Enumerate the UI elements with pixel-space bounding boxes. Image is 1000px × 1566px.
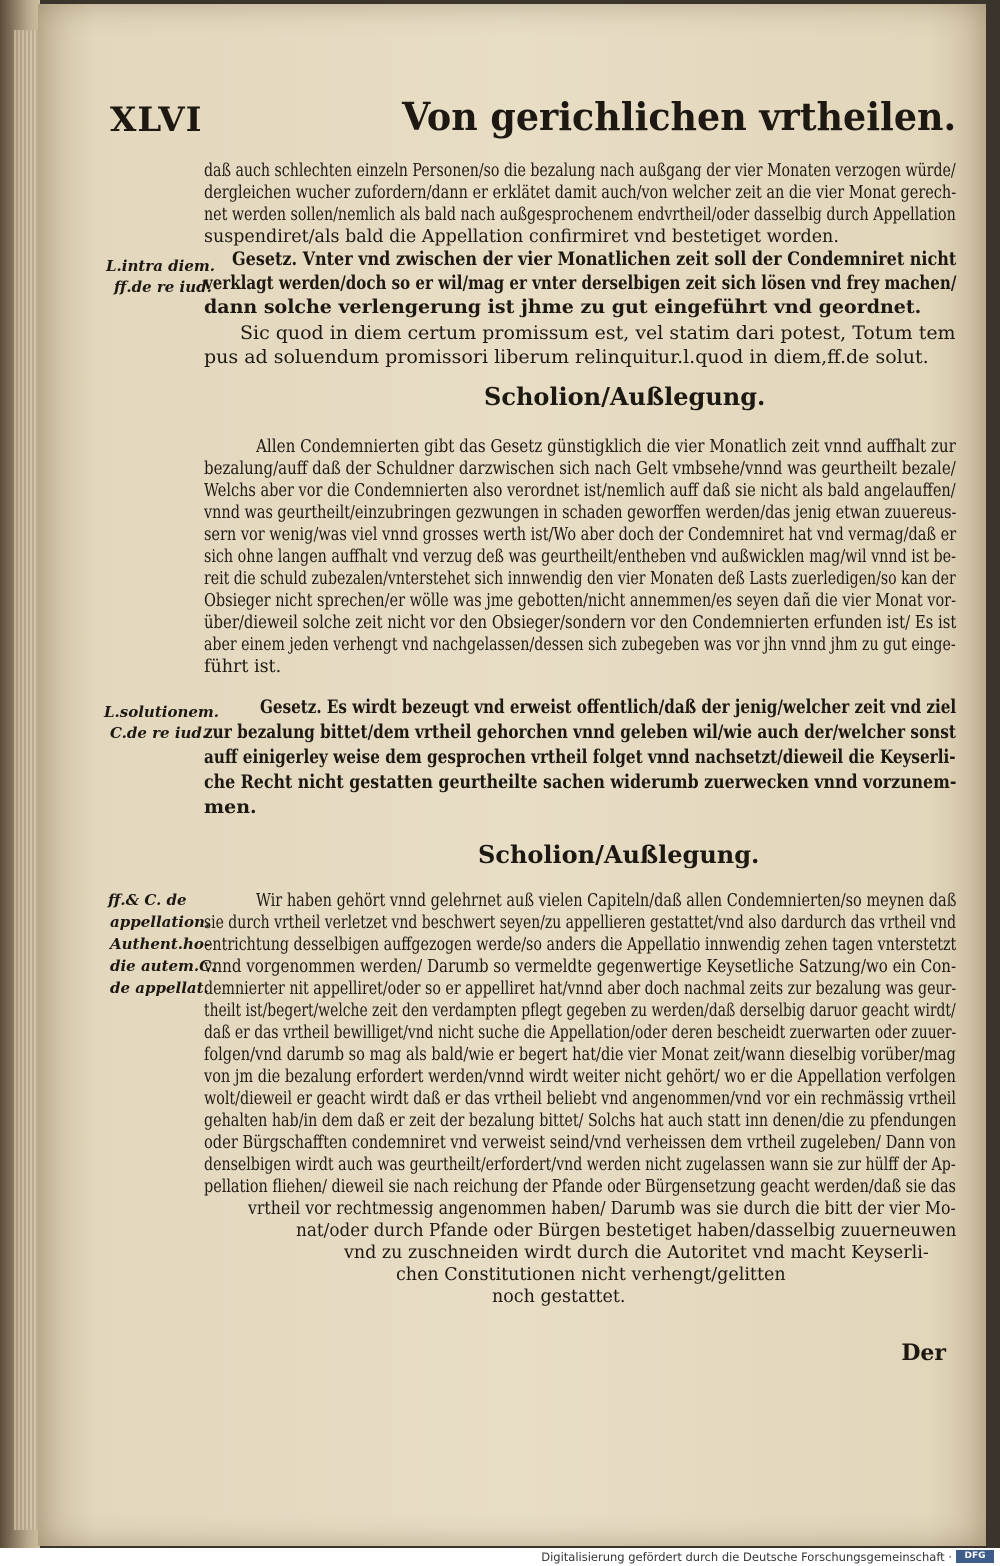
margin-note: ff.& C. de: [108, 891, 187, 909]
margin-note: C.de re iud.: [110, 724, 208, 742]
text-line: verklagt werden/doch so er wil/mag er vnter derselbigen zeit sich lösen vnd frey machen/: [204, 272, 957, 294]
text-line: Obsieger nicht sprechen/er wölle was jme gebotten/nicht annemmen/es seyen dañ die vier Monat vor-: [204, 591, 957, 611]
text-line: noch gestattet.: [492, 1287, 626, 1307]
running-title: Von gerichlichen vrtheilen.: [402, 94, 957, 139]
text-line: sern vor wenig/was viel vnnd grosses werth ist/Wo aber doch der Condemniret hat vnd vermag/daß er: [204, 525, 957, 545]
text-line: Welchs aber vor die Condemnierten also verordnet ist/nemlich auff daß sie nicht als bald angelauffen/: [204, 481, 956, 501]
text-line: gehalten hab/in dem daß er zeit der bezalung bittet/ Solchs hat auch statt inn denen/die zu pfendungen: [204, 1111, 957, 1131]
margin-note: L.intra diem.: [106, 257, 215, 275]
margin-note: die autem.C.: [110, 957, 217, 975]
footer-credit: Digitalisierung gefördert durch die Deutsche Forschungsgemeinschaft ·: [541, 1550, 952, 1564]
text-line: daß auch schlechten einzeln Personen/so die bezalung nach außgang der vier Monaten verzogen würde/: [204, 161, 956, 181]
text-line: zur bezalung bittet/dem vrtheil gehorchen vnnd geleben wil/wie auch der/welcher sonst: [204, 721, 956, 743]
page-edges: [14, 30, 40, 1530]
text-line: daß er das vrtheil bewilliget/vnd nicht suche die Appellation/oder deren bescheidt zuerwarten oder zuuer-: [204, 1023, 957, 1043]
text-line: pus ad soluendum promissori liberum relinquitur.l.quod in diem,ff.de solut.: [204, 346, 929, 368]
margin-note: de appellat.: [110, 979, 209, 997]
margin-note: appellation.: [110, 913, 211, 931]
text-line: denselbigen wirdt auch was geurtheilt/erfordert/vnd werden nicht zugelassen wann sie zur hülff der Ap-: [204, 1155, 956, 1175]
text-line: entrichtung desselbigen auffgezogen werde/so anders die Appellatio innwendig zehen tagen vnterstetzt: [204, 935, 957, 955]
text-line: über/dieweil solche zeit nicht vor den Obsieger/sondern vor den Condemnierten erfunden ist/ Es ist: [204, 613, 957, 633]
book-page: [38, 4, 986, 1546]
text-line: auff einigerley weise dem gesprochen vrtheil folget vnnd nachsetzt/dieweil die Keyserli-: [204, 746, 956, 768]
scholion-heading: Scholion/Außlegung.: [478, 840, 760, 869]
footer-bar: [0, 1548, 1000, 1566]
text-line: dergleichen wucher zufordern/dann er erklätet damit auch/von welcher zeit an die vier Monat gerech-: [204, 183, 957, 203]
text-line: oder Bürgschafften condemniret vnd verweist seind/vnd verheissen dem vrtheil zugeleben/ Dann von: [204, 1133, 957, 1153]
text-line: theilt ist/begert/welche zeit den verdampten pflegt gegeben zu werden/daß derselbig daruor geacht wirdt/: [204, 1001, 956, 1021]
text-line: pellation fliehen/ dieweil sie nach reichung der Pfande oder Bürgensetzung geacht werden/daß sie das: [204, 1177, 956, 1197]
text-line: bezalung/auff daß der Schuldner darzwischen sich nach Gelt vmbsehe/vnnd was geurtheilt bezale/: [204, 459, 956, 479]
text-line: sich ohne langen auffhalt vnd verzug deß was geurtheilt/entheben vnd außwicklen mag/wil vnnd ist be-: [204, 547, 956, 567]
text-line: dann solche verlengerung ist jhme zu gut eingeführt vnd geordnet.: [204, 296, 922, 318]
text-line: demnierter nit appelliret/oder so er appelliret hat/vnnd aber doch nachmal zeits zur bezalung was geur-: [204, 979, 957, 999]
text-line: Gesetz. Vnter vnd zwischen der vier Monatlichen zeit soll der Condemniret nicht: [232, 248, 957, 270]
text-line: von jm die bezalung erfordert werden/vnnd wirdt weiter nicht gehört/ wo er die Appellation verfolgen: [204, 1067, 956, 1087]
text-line: net werden sollen/nemlich als bald nach außgesprochenem endvrtheil/oder dasselbig durch Appellation: [204, 205, 956, 225]
text-line: Wir haben gehört vnnd gelehrnet auß vielen Capiteln/daß allen Condemnierten/so meynen daß: [256, 891, 957, 911]
text-line: vnnd was geurtheilt/einzubringen gezwungen in schaden geworffen werden/das jenig etwan zuuereus-: [204, 503, 957, 523]
text-line: aber einem jeden verhengt vnd nachgelassen/dessen sich zubegeben was vor jhn vnnd jhm zu gut einge-: [204, 635, 956, 655]
text-line: wolt/dieweil er geacht wirdt daß er das vrtheil beliebt vnd angenommen/vnd vor ein rechmässig vrtheil: [204, 1089, 956, 1109]
catchword: Der: [901, 1340, 946, 1366]
text-line: vnnd vorgenommen werden/ Darumb so vermeldte gegenwertige Keysetliche Satzung/wo ein Con-: [204, 957, 957, 977]
text-line: Allen Condemnierten gibt das Gesetz günstigklich die vier Monatlich zeit vnnd auffhalt zur: [256, 437, 956, 457]
text-line: nat/oder durch Pfande oder Bürgen bestetiget haben/dasselbig zuuerneuwen: [296, 1221, 957, 1241]
text-line: men.: [204, 796, 257, 818]
margin-note: ff.de re iud.: [114, 278, 212, 296]
text-line: vrtheil vor rechtmessig angenommen haben/ Darumb was sie durch die bitt der vier Mo-: [248, 1199, 956, 1219]
folio-number: XLVI: [110, 100, 203, 140]
text-line: führt ist.: [204, 657, 282, 677]
dfg-logo: DFG: [956, 1550, 994, 1563]
text-line: che Recht nicht gestatten geurtheilte sachen widerumb zuerwecken vnnd vorzunem-: [204, 771, 957, 793]
margin-note: L.solutionem.: [104, 703, 219, 721]
text-line: Sic quod in diem certum promissum est, vel statim dari potest, Totum tem: [240, 322, 956, 344]
text-line: suspendiret/als bald die Appellation confirmiret vnd bestetiget worden.: [204, 227, 839, 247]
margin-note: Authent.ho-: [110, 935, 211, 953]
text-line: reit die schuld zubezalen/vnterstehet sich innwendig den vier Monaten deß Lasts zuerledigen/so kan der: [204, 569, 956, 589]
text-line: chen Constitutionen nicht verhengt/gelitten: [396, 1265, 786, 1285]
text-line: folgen/vnd darumb so mag als bald/wie er begert hat/die vier Monat zeit/wann dieselbig vorüber/mag: [204, 1045, 956, 1065]
text-line: sie durch vrtheil verletzet vnd beschwert seyen/zu appellieren gestattet/vnd also dardurch das vrtheil vnd: [204, 913, 957, 933]
scholion-heading: Scholion/Außlegung.: [484, 382, 766, 411]
text-line: Gesetz. Es wirdt bezeugt vnd erweist offentlich/daß der jenig/welcher zeit vnd ziel: [260, 696, 957, 718]
text-line: vnd zu zuschneiden wirdt durch die Autoritet vnd macht Keyserli-: [344, 1243, 929, 1263]
